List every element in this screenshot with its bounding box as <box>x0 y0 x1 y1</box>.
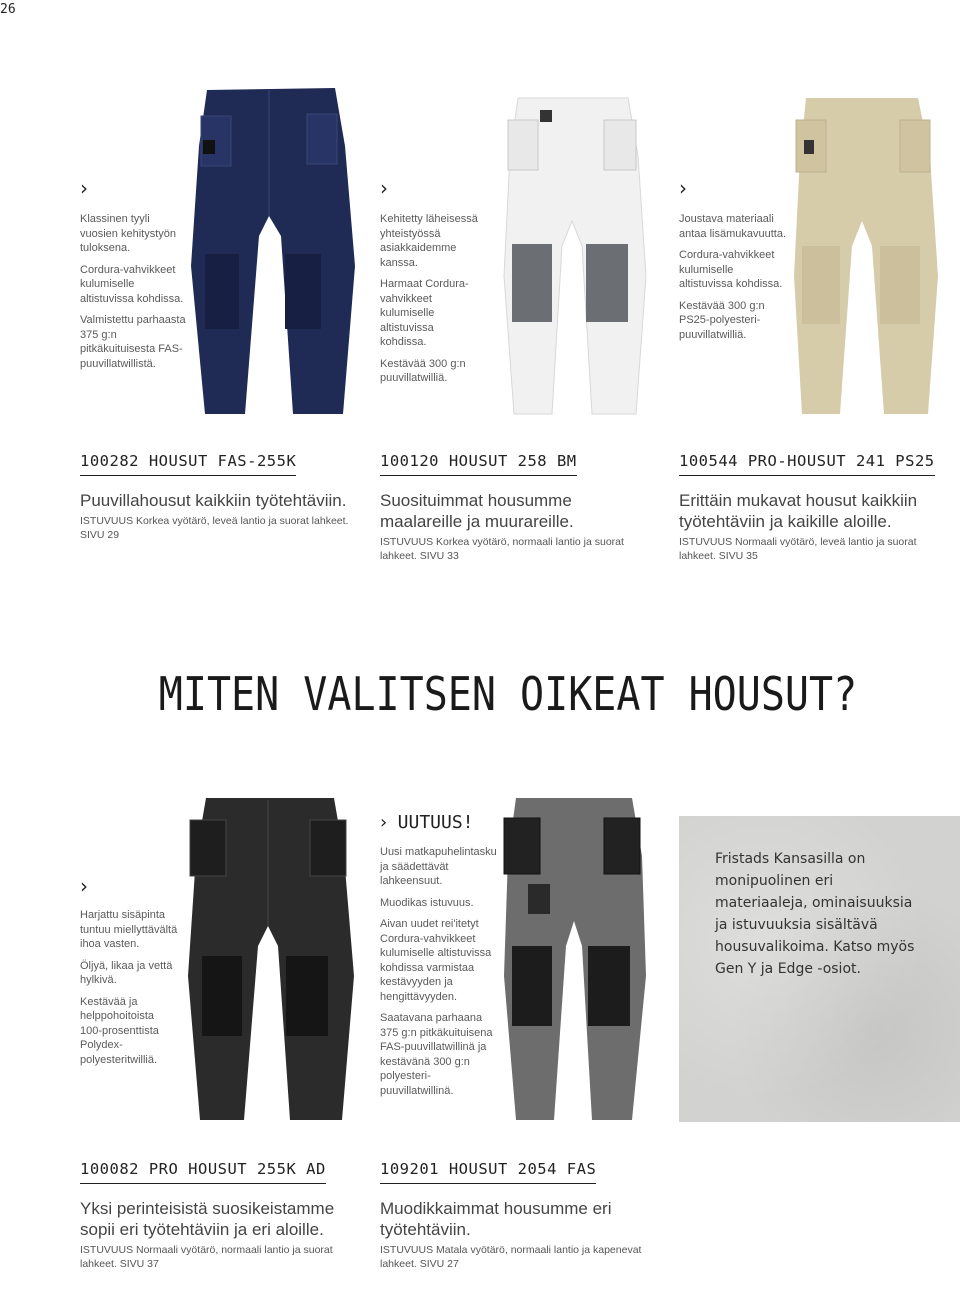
holster-pocket <box>604 818 640 874</box>
feature-text: Kehitetty läheisessä yhteistyössä asiakkaidemme kanssa. <box>380 213 478 269</box>
pants-image-241-ps25 <box>790 96 940 416</box>
product-block <box>380 452 650 563</box>
knee-pad <box>286 956 328 1036</box>
product-code: 100544 PRO-HOUSUT 241 PS25 <box>679 452 935 476</box>
feature-text: Kestävää ja helppohoitoista 100-prosenttista Polydex-polyesteritwilliä. <box>80 995 159 1066</box>
holster-pocket <box>604 120 636 170</box>
product-code: 100120 HOUSUT 258 BM <box>380 452 577 476</box>
info-box-text: Fristads Kansasilla on monipuolinen eri materiaaleja, ominaisuuksia ja istuvuuksia sisältävä housuvalikoima. Katso myös Gen Y ja Edge -osiot. <box>715 851 915 977</box>
knee-pad <box>205 254 239 329</box>
main-title: MITEN VALITSEN OIKEAT HOUSUT? <box>158 668 858 722</box>
main-title-wrapper <box>0 668 960 722</box>
pants-image-fas-255k <box>185 86 360 416</box>
feature-text: Muodikas istuvuus. <box>380 896 474 909</box>
feature-text: Joustava materiaali antaa lisämukavuutta. <box>679 213 787 240</box>
knee-pad <box>588 946 630 1026</box>
product-fit: ISTUVUUS Normaali vyötärö, normaali lantio ja suorat lahkeet. SIVU 37 <box>80 1244 333 1270</box>
product-block <box>679 452 949 563</box>
knee-pad <box>512 946 552 1026</box>
product-fit: ISTUVUUS Korkea vyötärö, leveä lantio ja suorat lahkeet. SIVU 29 <box>80 515 349 541</box>
holster-pocket <box>310 820 346 876</box>
product-fit: ISTUVUUS Normaali vyötärö, leveä lantio ja suorat lahkeet. SIVU 35 <box>679 536 917 562</box>
new-badge <box>380 812 474 833</box>
feature-list <box>380 212 480 393</box>
holster-pocket <box>508 120 538 170</box>
feature-text: Kestävää 300 g:n puuvillatwilliä. <box>380 357 466 384</box>
knee-pad <box>880 246 920 324</box>
pants-image-255k-ad <box>182 796 357 1122</box>
chevron-right-icon: › <box>380 176 388 200</box>
feature-text: Öljyä, likaa ja vettä hylkivä. <box>80 959 173 986</box>
feature-text: Kestävää 300 g:n PS25-polyesteri-puuvillatwilliä. <box>679 299 765 341</box>
product-headline: Yksi perinteisistä suosikeistamme sopii eri työtehtäviin ja eri aloille. <box>80 1199 335 1239</box>
product-headline: Erittäin mukavat housut kaikkiin työtehtäviin ja kaikille aloille. <box>679 491 918 531</box>
product-block <box>80 1160 350 1271</box>
knee-pad <box>802 246 840 324</box>
feature-text: Aivan uudet rei'itetyt Cordura-vahvikkeet kulumiselle altistuvissa kohdissa varmistaa kestävyyden ja hengittävyyden. <box>380 918 492 1003</box>
info-box <box>679 816 960 1122</box>
page-number: 26 <box>0 2 16 17</box>
product-block <box>80 452 350 542</box>
feature-text: Valmistettu parhaasta 375 g:n pitkäkuituisesta FAS-puuvillatwillistä. <box>80 314 186 370</box>
feature-text: Klassinen tyyli vuosien kehitystyön tuloksena. <box>80 213 176 254</box>
chevron-right-icon: › <box>80 874 88 898</box>
product-fit: ISTUVUUS Matala vyötärö, normaali lantio ja kapenevat lahkeet. SIVU 27 <box>380 1244 642 1270</box>
chevron-right-icon: › <box>80 176 88 200</box>
chevron-right-icon: › <box>679 176 687 200</box>
knee-pad <box>202 956 242 1036</box>
knee-pad <box>285 254 321 329</box>
product-headline: Muodikkaimmat housumme eri työtehtäviin. <box>380 1199 612 1239</box>
product-headline: Puuvillahousut kaikkiin työtehtäviin. <box>80 491 347 510</box>
chevron-right-icon: › <box>380 812 388 833</box>
feature-list <box>380 845 498 1105</box>
feature-list <box>80 212 188 378</box>
product-code: 100282 HOUSUT FAS-255K <box>80 452 296 476</box>
feature-text: Saatavana parhaana 375 g:n pitkäkuituisena FAS-puuvillatwillinä ja kestävänä 300 g:n polyesteri-puuvillatwillinä. <box>380 1012 493 1097</box>
feature-list <box>679 212 787 349</box>
feature-text: Uusi matkapuhelintasku ja säädettävät lahkeensuut. <box>380 846 497 887</box>
feature-text: Harmaat Cordura-vahvikkeet kulumiselle altistuvissa kohdissa. <box>380 278 469 348</box>
feature-list <box>80 908 178 1074</box>
new-badge-label: UUTUUS! <box>397 812 474 833</box>
product-code: 109201 HOUSUT 2054 FAS <box>380 1160 596 1184</box>
holster-pocket <box>900 120 930 172</box>
holster-pocket <box>504 818 540 874</box>
product-block <box>380 1160 650 1271</box>
feature-text: Harjattu sisäpinta tuntuu miellyttävältä ihoa vasten. <box>80 909 178 950</box>
pants-image-258-bm <box>500 96 650 416</box>
pants-image-2054-fas <box>500 796 650 1122</box>
product-fit: ISTUVUUS Korkea vyötärö, normaali lantio ja suorat lahkeet. SIVU 33 <box>380 536 624 562</box>
knee-pad <box>586 244 628 322</box>
knee-pad <box>512 244 552 322</box>
feature-text: Cordura-vahvikkeet kulumiselle altistuvissa kohdissa. <box>80 263 184 305</box>
product-code: 100082 PRO HOUSUT 255K AD <box>80 1160 326 1184</box>
product-headline: Suosituimmat housumme maalareille ja muurareille. <box>380 491 574 531</box>
feature-text: Cordura-vahvikkeet kulumiselle altistuvissa kohdissa. <box>679 249 783 290</box>
holster-pocket <box>307 114 337 164</box>
holster-pocket <box>190 820 226 876</box>
